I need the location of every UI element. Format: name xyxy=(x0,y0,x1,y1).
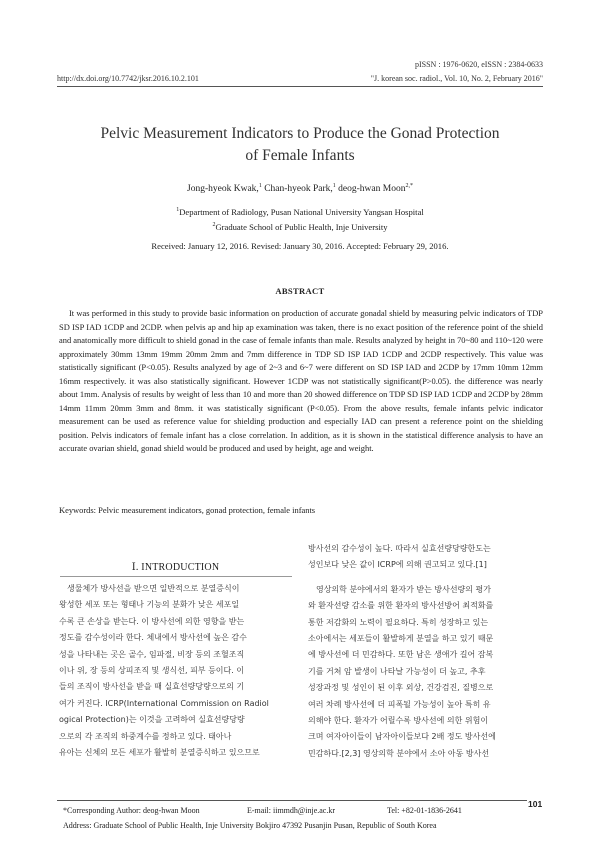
text-line: 성장과정 및 성인이 된 이후 외상, 건강검진, 질병으로 xyxy=(308,683,494,693)
footer-rule xyxy=(57,800,527,801)
text-line: 성인보다 낮은 값이 ICRP에 의해 권고되고 있다.[1] xyxy=(308,560,487,570)
telephone: Tel: +82-01-1836-2641 xyxy=(387,806,462,815)
text-line: ogical Protection)는 이것을 고려하여 실효선량당량 xyxy=(59,715,245,725)
affiliation-1-mark: 1 xyxy=(176,207,180,213)
title-line-1: Pelvic Measurement Indicators to Produce the Gonad Protection xyxy=(100,125,500,142)
abstract-body: It was performed in this study to provide basic information on production of accurate gonadal shield by measuring pelvic indicators of TDP SD ISP IAD 1CDP and 2CDP. when pelvis ap and hip ap examination was taken, there is no exact position of the reference point of the shield and anatomically more difficult to shield gonad in the case of female infants than male. Results analyzed by height in 70~80 and 110~120 were approximately 30mm 13mm 19mm 20mm 2mm and 7mm difference in TDP SD ISP IAD 1CDP and 2CDP respectively. This value was statistically significant (P<0.05). Results analyzed by age of 2~3 and 6~7 were different on SD ISP IAD and 2CDP by 17mm 10mm 12mm 16mm respectively. it was also statistically significant. However 1CDP was not statistically significant(P>0.05). the difference was nearly about 1mm. Analysis of results by weight of less than 10 and more than 20 showed difference on TDP SD ISP IAD 1CDP and 2CDP by 28mm 14mm 11mm 20mm 3mm and 8mm. it was statistically significant (P<0.05). From the above results, female infants pelvic indicator measurement can be used as reference value for shielding production and especially IAD can present a reference point on the shielding position. Pelvis indicators of female infant has a close correlation. In addition, as it is shown in the statistical difference analysis to have an accurate ovarian shield, gonad shield would be produced and used by height, age and weight. xyxy=(59,308,543,453)
text-line: 유아는 신체의 모든 세포가 활발히 분열증식하고 있으므로 xyxy=(59,748,260,758)
address: Address: Graduate School of Public Health, Inje University Bokjiro 47392 Pusanjin Pusan, Republic of South Korea xyxy=(63,821,437,830)
author-2: Chan-hyeok Park, xyxy=(261,184,333,195)
affiliation-2 xyxy=(60,220,540,233)
affiliation-1-text: Department of Radiology, Pusan National University Yangsan Hospital xyxy=(179,206,424,217)
received-dates: Received: January 12, 2016. Revised: January 30, 2016. Accepted: February 29, 2016. xyxy=(151,241,449,251)
text-line: 통한 저감화의 노력이 필요하다. 특히 성장하고 있는 xyxy=(308,617,489,627)
section-heading-underline xyxy=(60,576,292,577)
text-line: 에 방사선에 더 민감하다. 또한 남은 생애가 길어 잠복 xyxy=(308,650,494,660)
text-line: 이나 위, 장 등의 상피조직 및 생식선, 피부 등이다. 이 xyxy=(59,666,245,676)
issn-line: pISSN : 1976-0620, eISSN : 2384-0633 xyxy=(414,60,543,69)
text-line: 수록 큰 손상을 받는다. 이 방사선에 의한 영향을 받는 xyxy=(59,616,245,626)
text-line: 들의 조직이 방사선을 받을 때 실효선량당량으로의 기 xyxy=(59,682,245,692)
author-1-affil: 1 xyxy=(258,183,262,189)
affiliation-2-text: Graduate School of Public Health, Inje University xyxy=(215,221,388,232)
text-line: 방사선의 감수성이 높다. 따라서 실효선량당량한도는 xyxy=(308,544,491,553)
doi-link[interactable]: http://dx.doi.org/10.7742/jksr.2016.10.2.101 xyxy=(57,74,199,83)
text-line: 소아에서는 세포들이 활발하게 분열을 하고 있기 때문 xyxy=(308,634,494,644)
author-1: Jong-hyeok Kwak, xyxy=(187,184,259,195)
affiliation-1 xyxy=(60,205,540,218)
text-line: 민감하다.[2,3] 영상의학 분야에서 소아 아동 방사선 xyxy=(308,748,490,758)
author-2-affil: 1 xyxy=(332,183,336,189)
text-line: 생물체가 방사선을 받으면 일반적으로 분열증식이 xyxy=(67,584,240,593)
text-line: 여가 커진다. ICRP(International Commission on Radiol xyxy=(59,698,269,708)
text-line xyxy=(308,574,542,582)
author-3-affil: 2,* xyxy=(405,183,413,189)
email[interactable]: E-mail: iimmdh@inje.ac.kr xyxy=(247,806,336,815)
affiliation-2-mark: 2 xyxy=(212,222,216,228)
page-number: 101 xyxy=(528,799,543,809)
section-heading-introduction: Ⅰ. INTRODUCTION xyxy=(131,562,220,573)
journal-citation: "J. korean soc. radiol., Vol. 10, No. 2, February 2016" xyxy=(370,74,543,83)
header-rule xyxy=(57,86,543,87)
intro-right-column xyxy=(308,541,542,762)
corresponding-author: *Corresponding Author: deog-hwan Moon xyxy=(63,806,200,815)
paper-title xyxy=(60,123,540,167)
text-line: 크며 여자아이들이 남자아이들보다 2배 정도 방사선에 xyxy=(308,732,496,742)
intro-left-column xyxy=(59,581,293,761)
text-line: 으로의 각 조직의 하중계수를 정하고 있다. 태아나 xyxy=(59,731,232,741)
author-list xyxy=(60,180,540,195)
text-line: 여러 차례 방사선에 더 피폭될 가능성이 높아 특히 유 xyxy=(308,699,491,709)
title-line-2: of Female Infants xyxy=(245,147,355,164)
text-line: 와 환자선량 감소를 위한 환자의 방사선방어 최적화를 xyxy=(308,601,494,611)
text-line: 성을 나타내는 곳은 골수, 임파절, 비장 등의 조혈조직 xyxy=(59,649,245,659)
text-line: 영상의학 분야에서의 환자가 받는 방사선량의 평가 xyxy=(316,584,492,594)
keywords: Keywords: Pelvic measurement indicators, gonad protection, female infants xyxy=(59,505,316,515)
text-line: 왕성한 세포 또는 형태나 기능의 분화가 낮은 세포일 xyxy=(59,600,240,610)
abstract-heading: ABSTRACT xyxy=(275,286,325,296)
author-3: deog-hwan Moon xyxy=(335,184,406,195)
text-line: 기를 거쳐 암 발생이 나타날 가능성이 더 높고, 추후 xyxy=(308,666,486,676)
text-line: 정도를 감수성이라 한다. 체내에서 방사선에 높은 감수 xyxy=(59,633,247,643)
text-line: 의해야 한다. 환자가 어릴수록 방사선에 의한 위험이 xyxy=(308,716,489,726)
